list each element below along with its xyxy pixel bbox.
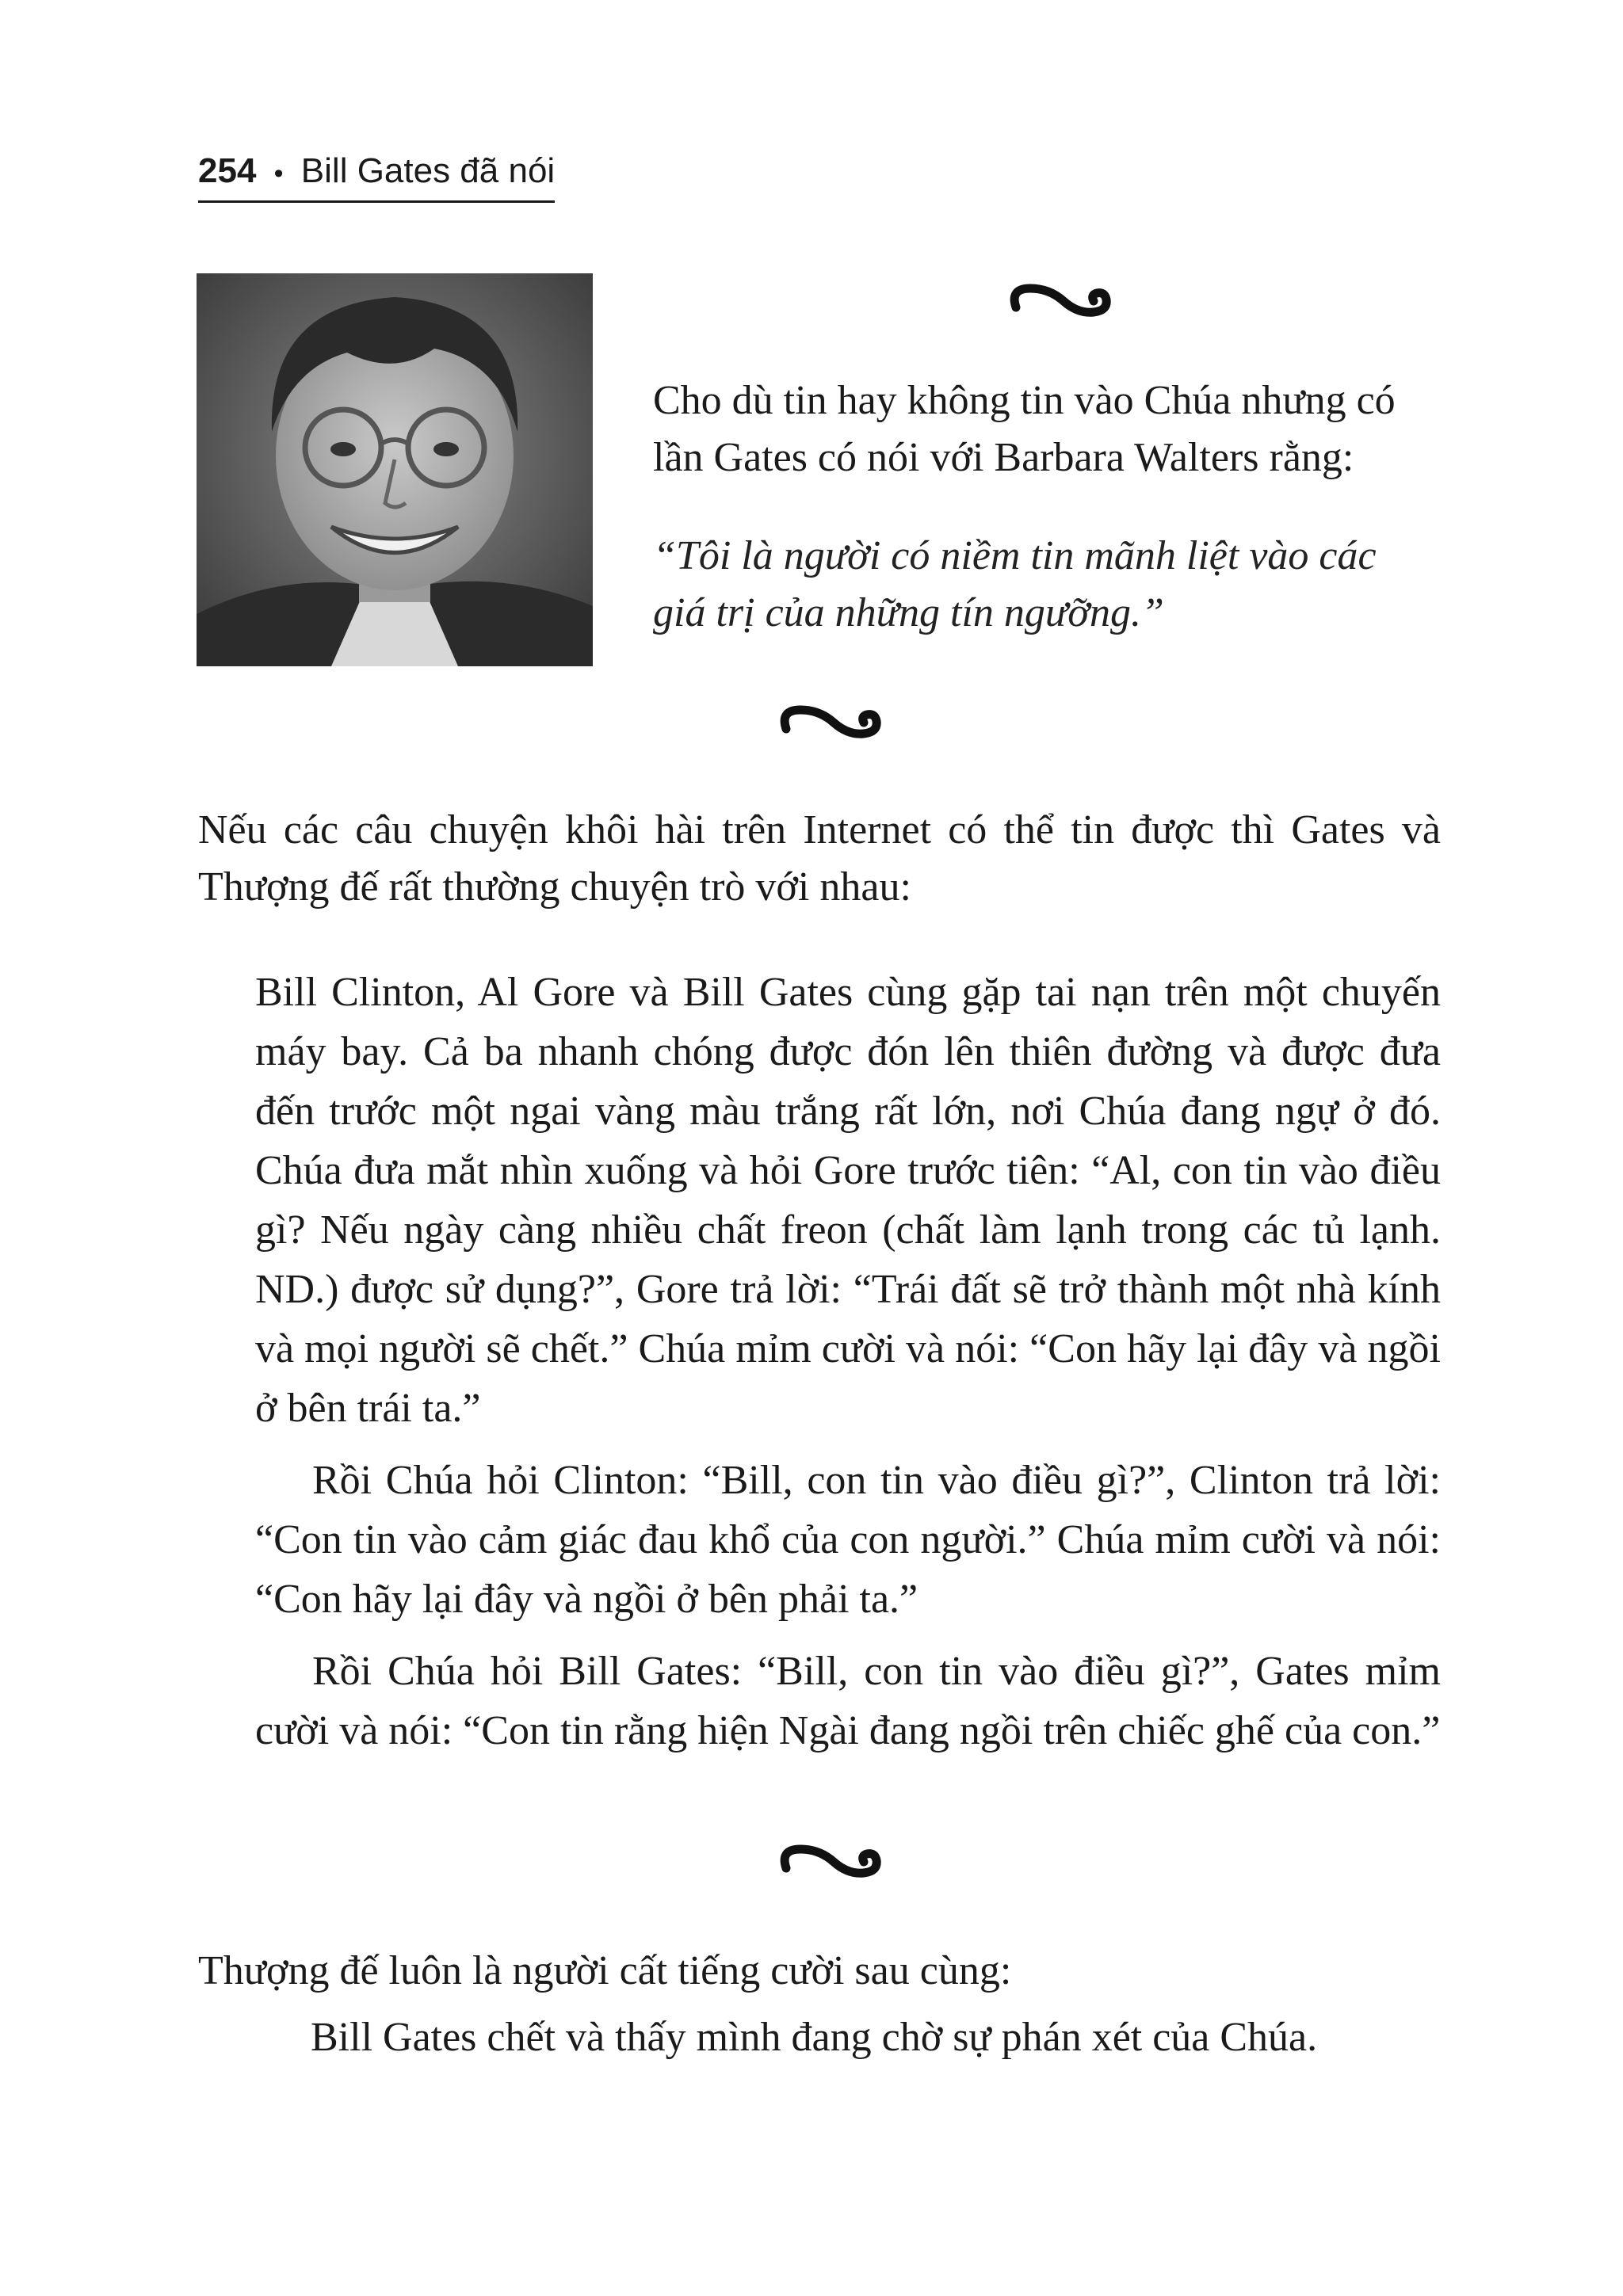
quote-text: “Tôi là người có niềm tin mãnh liệt vào các giá trị của những tín ngưỡng.” [653,533,1377,635]
running-header [198,149,555,203]
gates-quote-block [653,372,1438,642]
joke-intro-text: Nếu các câu chuyện khôi hài trên Internet có thể tin được thì Gates và Thượng đế rất thường chuyện trò với nhau: [198,807,1441,910]
final-joke [198,1943,1441,2066]
header-separator: • [273,158,284,189]
portrait-photo [197,273,593,666]
story-paragraph: Bill Clinton, Al Gore và Bill Gates cùng gặp tai nạn trên một chuyến máy bay. Cả ba nhanh chóng được đón lên thiên đường và được đưa đến trước một ngai vàng màu trắng rất lớn, nơi Chúa đang ngự ở đó. Chúa đưa mắt nhìn xuống và hỏi Gore trước tiên: “Al, con tin vào điều gì? Nếu ngày càng nhiều chất freon (chất làm lạnh trong các tủ lạnh. ND.) được sử dụng?”, Gore trả lời: “Trái đất sẽ trở thành một nhà kính và mọi người sẽ chết.” Chúa mỉm cười và nói: “Con hãy lại đây và ngồi ở bên trái ta.” [255,970,1441,1431]
quote-intro: Cho dù tin hay không tin vào Chúa nhưng có lần Gates có nói với Barbara Walters rằng: [653,378,1396,480]
joke-intro [198,802,1441,916]
swung-dash-ornament-icon [772,1838,891,1886]
swung-dash-ornament-icon [1002,277,1121,325]
final-joke-line: Bill Gates chết và thấy mình đang chờ sự phán xét của Chúa. [311,2015,1318,2060]
page-number: 254 [198,151,257,190]
joke-story [255,963,1441,1760]
final-joke-intro: Thượng đế luôn là người cất tiếng cười sau cùng: [198,1948,1012,1993]
swung-dash-ornament-icon [772,699,891,746]
book-title: Bill Gates đã nói [300,151,556,190]
story-paragraph: Rồi Chúa hỏi Bill Gates: “Bill, con tin vào điều gì?”, Gates mỉm cười và nói: “Con tin rằng hiện Ngài đang ngồi trên chiếc ghế của con.” [255,1649,1441,1753]
story-paragraph: Rồi Chúa hỏi Clinton: “Bill, con tin vào điều gì?”, Clinton trả lời: “Con tin vào cảm giác đau khổ của con người.” Chúa mỉm cười và nói: “Con hãy lại đây và ngồi ở bên phải ta.” [255,1458,1441,1622]
